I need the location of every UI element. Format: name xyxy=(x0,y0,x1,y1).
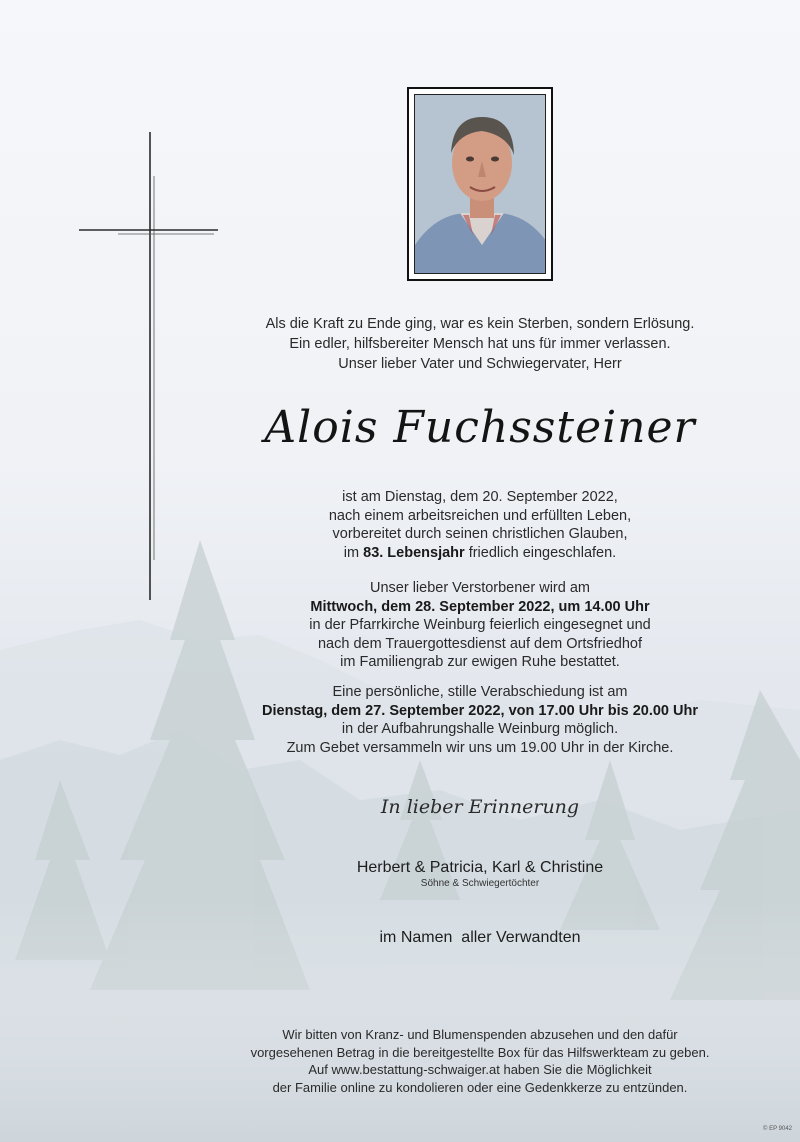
family-relation: Söhne & Schwiegertöchter xyxy=(420,878,540,889)
funeral-notice xyxy=(200,579,760,672)
relatives-line: im Namen aller Verwandten xyxy=(379,929,581,946)
funeral-line: nach dem Trauergottesdienst auf dem Ortsfriedhof xyxy=(317,635,642,652)
death-line: vorbereitet durch seinen christlichen Glauben, xyxy=(332,526,628,542)
print-code: © EP 9042 xyxy=(763,1126,792,1132)
farewell-notice xyxy=(200,683,760,757)
farewell-date: Dienstag, dem 27. September 2022, von 17.00 Uhr bis 20.00 Uhr xyxy=(262,702,698,719)
farewell-line: Zum Gebet versammeln wir uns um 19.00 Uhr in der Kirche. xyxy=(286,739,674,756)
footer-line: Wir bitten von Kranz- und Blumenspenden abzusehen und den dafür xyxy=(282,1027,678,1042)
intro-text xyxy=(200,314,760,374)
footer-line: Auf www.bestattung-schwaiger.at haben Sie die Möglichkeit xyxy=(308,1062,652,1077)
funeral-line: Unser lieber Verstorbener wird am xyxy=(369,580,590,596)
memory-heading: In lieber Erinnerung xyxy=(380,796,580,818)
funeral-line: im Familiengrab zur ewigen Ruhe bestattet. xyxy=(340,654,620,670)
portrait-photo xyxy=(414,94,546,274)
footer-line: vorgesehenen Betrag in die bereitgestellte Box für das Hilfswerkteam zu geben. xyxy=(250,1044,710,1060)
age-suffix: friedlich eingeschlafen. xyxy=(464,544,617,561)
death-notice xyxy=(200,488,760,562)
intro-line: Unser lieber Vater und Schwiegervater, Herr xyxy=(338,356,622,372)
death-line: ist am Dienstag, dem 20. September 2022, xyxy=(342,489,618,505)
family-names: Herbert & Patricia, Karl & Christine xyxy=(356,859,604,876)
age-prefix: im xyxy=(343,544,364,561)
funeral-line: in der Pfarrkirche Weinburg feierlich eingesegnet und xyxy=(309,617,651,633)
death-line: nach einem arbeitsreichen und erfüllten Leben, xyxy=(328,507,632,524)
farewell-line: Eine persönliche, stille Verabschiedung ist am xyxy=(332,684,628,700)
footer-note xyxy=(150,1026,800,1096)
cross-icon xyxy=(0,0,230,610)
intro-line: Als die Kraft zu Ende ging, war es kein Sterben, sondern Erlösung. xyxy=(265,316,695,332)
intro-line: Ein edler, hilfsbereiter Mensch hat uns für immer verlassen. xyxy=(289,336,671,352)
footer-line: der Familie online zu kondolieren oder eine Gedenkkerze zu entzünden. xyxy=(272,1079,688,1095)
death-line xyxy=(200,544,760,563)
farewell-line: in der Aufbahrungshalle Weinburg möglich. xyxy=(341,721,619,737)
portrait-frame xyxy=(407,87,553,281)
funeral-date: Mittwoch, dem 28. September 2022, um 14.00 Uhr xyxy=(310,598,650,615)
age-highlight: 83. Lebensjahr xyxy=(363,544,465,561)
deceased-name: Alois Fuchssteiner xyxy=(264,402,696,453)
